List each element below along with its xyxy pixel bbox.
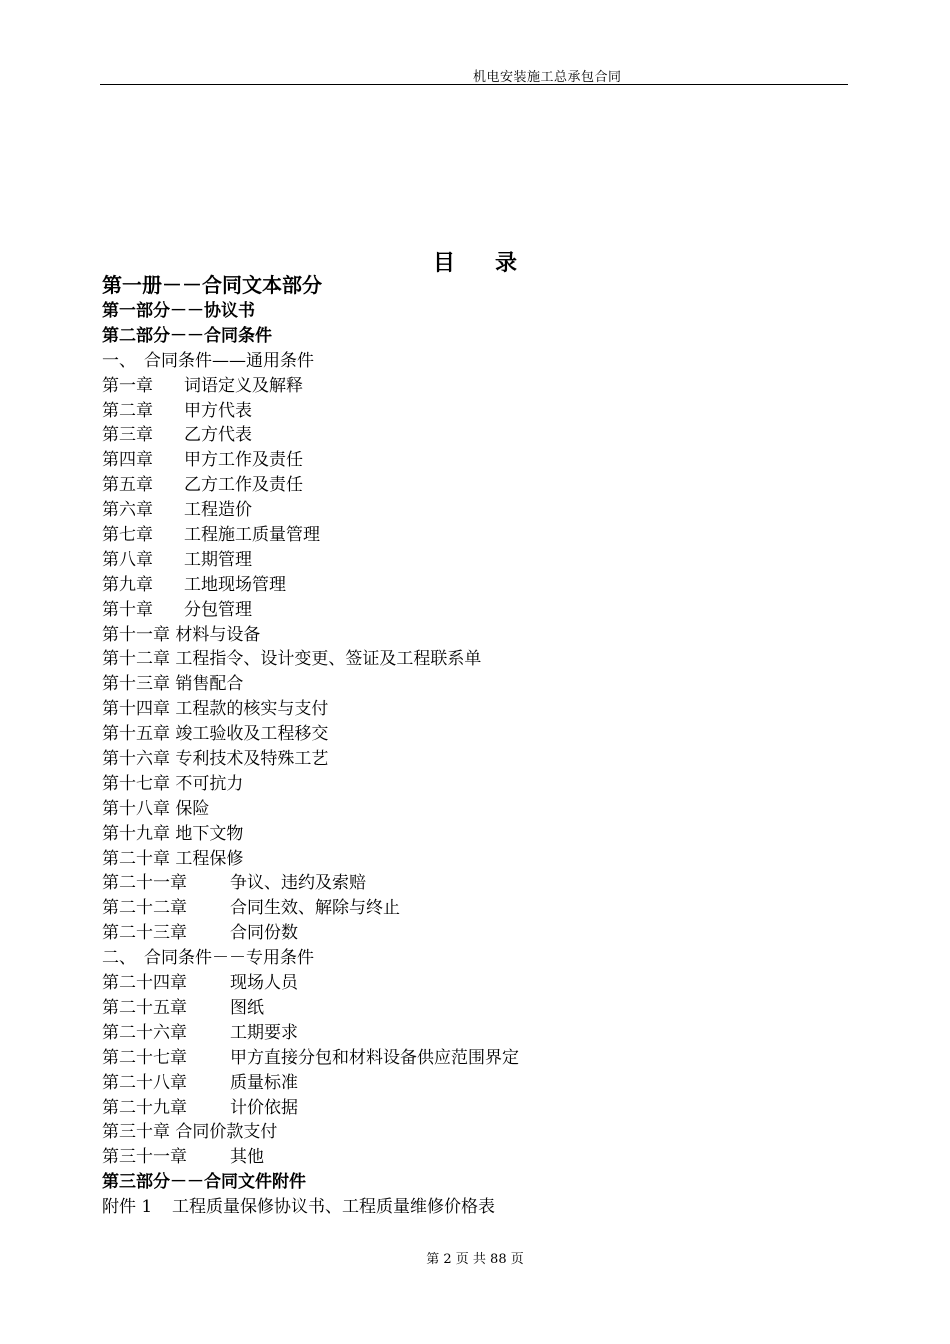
toc-entry-text: 销售配合 xyxy=(175,674,244,695)
toc-entry-text: 其他 xyxy=(230,1147,264,1168)
toc-entry xyxy=(102,324,842,349)
toc-entry-number: 第二十八章 xyxy=(102,1072,187,1093)
toc-entry xyxy=(102,1021,842,1046)
toc-entry xyxy=(102,523,842,548)
toc-entry-number: 第五章 xyxy=(102,475,153,496)
toc-entry-number: 第十六章 xyxy=(102,749,170,770)
running-header xyxy=(100,64,848,85)
toc-entry-text: 不可抗力 xyxy=(175,773,244,794)
toc-entry-number: 第四章 xyxy=(102,450,153,471)
toc-entry xyxy=(102,672,842,697)
toc-entry-number: 第二十一章 xyxy=(102,873,187,894)
toc-entry-text: 分包管理 xyxy=(184,599,252,620)
toc-title: 目录 xyxy=(432,250,557,276)
toc-entry xyxy=(102,847,842,872)
toc-entry-number: 第十一章 xyxy=(102,624,170,645)
toc-entry xyxy=(102,1170,842,1195)
page-number: 第 2 页 共 88 页 xyxy=(426,1252,524,1267)
toc-entry xyxy=(102,1145,842,1170)
header-title: 机电安装施工总承包合同 xyxy=(473,70,622,85)
toc-entry xyxy=(102,822,842,847)
toc-entry-text: 竣工验收及工程移交 xyxy=(175,724,329,745)
toc-entry-text: 专利技术及特殊工艺 xyxy=(175,749,329,770)
toc-entry xyxy=(102,349,842,374)
toc-entry xyxy=(102,647,842,672)
toc-entry xyxy=(102,299,842,324)
toc-entry xyxy=(102,573,842,598)
toc-entry-number: 第二十章 xyxy=(102,848,170,869)
toc-entry xyxy=(102,772,842,797)
toc-entry-text: 第一册－－合同文本部分 xyxy=(102,273,322,297)
table-of-contents xyxy=(102,272,842,1220)
toc-entry-number: 二、 xyxy=(102,948,136,969)
toc-entry-number: 第十章 xyxy=(102,599,153,620)
toc-entry xyxy=(102,374,842,399)
toc-entry-number: 第十三章 xyxy=(102,674,170,695)
toc-entry-text: 材料与设备 xyxy=(175,624,261,645)
toc-entry xyxy=(102,272,842,299)
toc-entry-text: 合同价款支付 xyxy=(175,1122,278,1143)
toc-entry-number: 第三十章 xyxy=(102,1122,170,1143)
toc-entry-text: 工期要求 xyxy=(230,1022,298,1043)
toc-entry-text: 工程保修 xyxy=(175,848,244,869)
toc-entry xyxy=(102,423,842,448)
toc-entry-text: 工程质量保修协议书、工程质量维修价格表 xyxy=(172,1197,495,1218)
toc-entry-number: 第二十六章 xyxy=(102,1022,187,1043)
toc-entry-number: 第三十一章 xyxy=(102,1147,187,1168)
toc-entry-text: 保险 xyxy=(175,798,210,819)
toc-entry-text: 甲方代表 xyxy=(184,400,252,421)
toc-entry-number: 第二十四章 xyxy=(102,973,187,994)
toc-entry-number: 第十七章 xyxy=(102,773,170,794)
toc-entry xyxy=(102,871,842,896)
toc-entry-number: 第三章 xyxy=(102,425,153,446)
toc-entry-text: 合同份数 xyxy=(230,923,298,944)
toc-entry-number: 一、 xyxy=(102,350,136,371)
toc-entry-number: 第八章 xyxy=(102,549,153,570)
toc-entry xyxy=(102,1046,842,1071)
toc-entry-text: 争议、违约及索赔 xyxy=(230,873,366,894)
toc-entry-number: 第二十九章 xyxy=(102,1097,187,1118)
toc-entry xyxy=(102,896,842,921)
toc-entry-text: 词语定义及解释 xyxy=(184,375,303,396)
toc-entry-text: 甲方直接分包和材料设备供应范围界定 xyxy=(230,1047,519,1068)
toc-entry-number: 第十五章 xyxy=(102,724,170,745)
toc-entry-text: 图纸 xyxy=(230,997,264,1018)
toc-entry-number: 第二十三章 xyxy=(102,923,187,944)
toc-entry-text: 第三部分－－合同文件附件 xyxy=(102,1172,306,1193)
toc-entry-text: 质量标准 xyxy=(230,1072,298,1093)
toc-entry-text: 工地现场管理 xyxy=(184,574,286,595)
toc-entry xyxy=(102,598,842,623)
toc-entry-number: 第十二章 xyxy=(102,649,170,670)
toc-entry-text: 第二部分－－合同条件 xyxy=(102,325,272,346)
toc-entry xyxy=(102,1195,842,1220)
toc-entry-text: 工程指令、设计变更、签证及工程联系单 xyxy=(175,649,482,670)
toc-entry-text: 现场人员 xyxy=(230,973,298,994)
toc-entry-number: 第十九章 xyxy=(102,823,170,844)
toc-entry xyxy=(102,1120,842,1145)
toc-entry xyxy=(102,399,842,424)
toc-entry-text: 计价依据 xyxy=(230,1097,298,1118)
toc-entry xyxy=(102,797,842,822)
toc-entry-text: 合同条件——通用条件 xyxy=(144,350,314,371)
toc-entry-number: 第二十五章 xyxy=(102,997,187,1018)
toc-entry xyxy=(102,722,842,747)
toc-entry xyxy=(102,996,842,1021)
toc-entry xyxy=(102,548,842,573)
toc-entry-text: 甲方工作及责任 xyxy=(184,450,303,471)
toc-entry xyxy=(102,473,842,498)
toc-entry xyxy=(102,1071,842,1096)
toc-entry-number: 第七章 xyxy=(102,525,153,546)
toc-entry-text: 地下文物 xyxy=(175,823,244,844)
toc-entry-number: 第六章 xyxy=(102,500,153,521)
toc-entry-number: 第十四章 xyxy=(102,699,170,720)
toc-entry xyxy=(102,498,842,523)
toc-entry xyxy=(102,747,842,772)
toc-entry-number: 第一章 xyxy=(102,375,153,396)
toc-entry xyxy=(102,448,842,473)
toc-entry-number: 第二十七章 xyxy=(102,1047,187,1068)
toc-entry-text: 工程施工质量管理 xyxy=(184,525,320,546)
toc-entry xyxy=(102,946,842,971)
toc-entry-number: 第十八章 xyxy=(102,798,170,819)
toc-entry xyxy=(102,697,842,722)
toc-entry-text: 第一部分－－协议书 xyxy=(102,301,255,321)
toc-entry-text: 乙方代表 xyxy=(184,425,252,446)
toc-entry-text: 乙方工作及责任 xyxy=(184,475,303,496)
toc-entry xyxy=(102,623,842,648)
toc-entry-number: 第九章 xyxy=(102,574,153,595)
toc-entry-number: 第二十二章 xyxy=(102,898,187,919)
toc-entry-text: 合同条件－－专用条件 xyxy=(144,948,314,969)
toc-entry-text: 工程造价 xyxy=(184,500,252,521)
toc-entry xyxy=(102,921,842,946)
toc-entry xyxy=(102,1096,842,1121)
toc-entry-text: 工程款的核实与支付 xyxy=(175,699,329,720)
toc-entry-text: 工期管理 xyxy=(184,549,252,570)
toc-entry-number: 第二章 xyxy=(102,400,153,421)
toc-entry xyxy=(102,971,842,996)
toc-entry-number: 附件 1 xyxy=(102,1197,153,1218)
toc-entry-text: 合同生效、解除与终止 xyxy=(230,898,400,919)
